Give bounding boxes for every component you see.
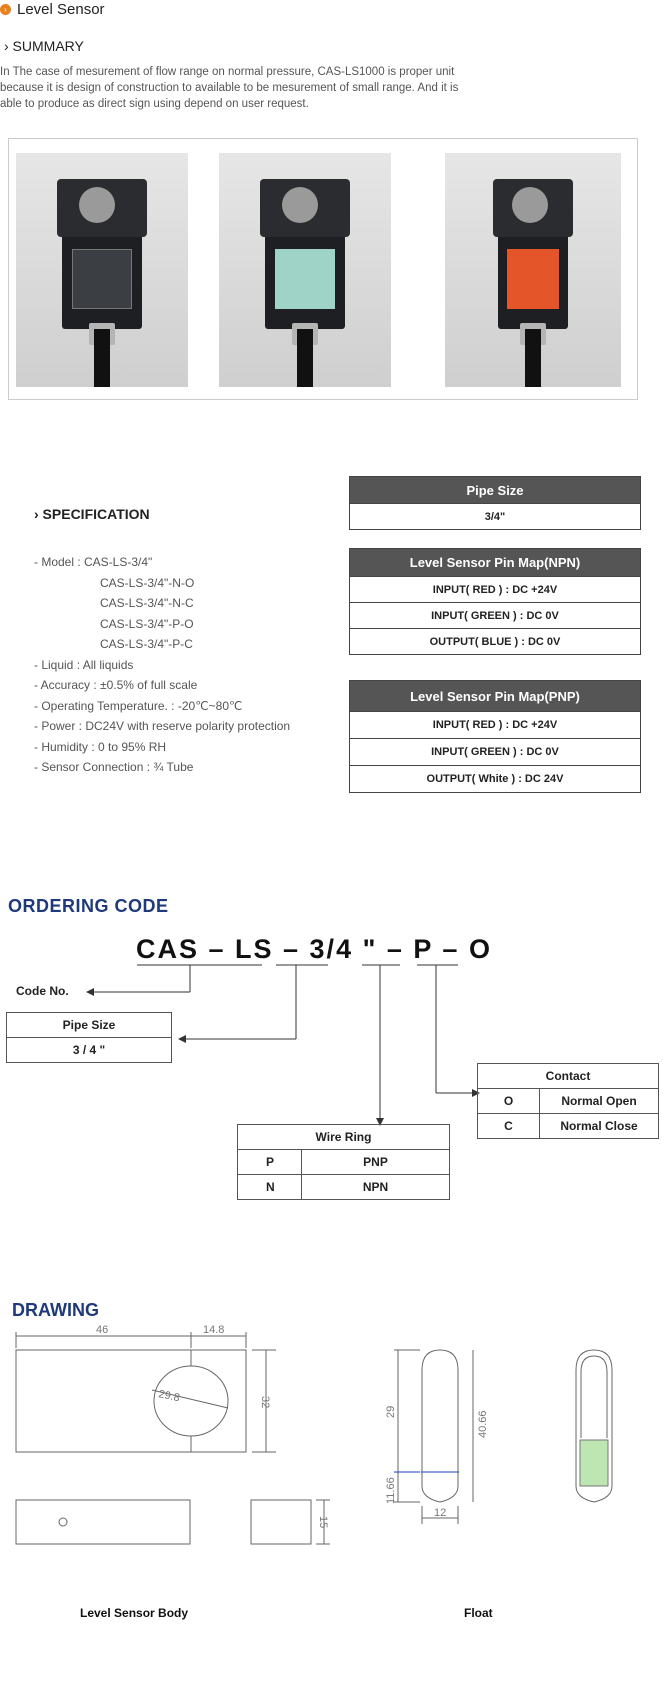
spec-item: - Liquid : All liquids <box>34 657 134 672</box>
table-cell: OUTPUT( White ) : DC 24V <box>350 766 641 793</box>
technical-drawing <box>0 1320 671 1620</box>
table-cell: PNP <box>302 1150 450 1175</box>
dim-height: 32 <box>259 1396 271 1409</box>
table-cell: O <box>478 1089 540 1114</box>
table-cell: NPN <box>302 1175 450 1200</box>
specification-list <box>34 552 290 778</box>
spec-model: - Model : CAS-LS-3/4" <box>34 555 153 569</box>
summary-heading: › SUMMARY <box>4 38 84 54</box>
ordering-code-heading: ORDERING CODE <box>8 896 169 916</box>
contact-table <box>477 1063 659 1139</box>
table-cell: INPUT( RED ) : DC +24V <box>350 577 641 603</box>
caption-float: Float <box>464 1606 493 1620</box>
spec-model-variant: CAS-LS-3/4"-P-C <box>100 637 193 651</box>
summary-line: able to produce as direct sign using depend on user request. <box>0 98 309 110</box>
table-cell: INPUT( RED ) : DC +24V <box>350 712 641 739</box>
spec-item: - Sensor Connection : ¾ Tube <box>34 760 194 774</box>
table-header: Pipe Size <box>350 477 641 504</box>
dim-float-1: 29 <box>385 1405 397 1418</box>
spec-model-variant: CAS-LS-3/4"-N-C <box>100 596 194 610</box>
table-header: Pipe Size <box>7 1013 172 1038</box>
table-cell: Normal Open <box>540 1089 659 1114</box>
summary-line: In The case of mesurement of flow range on normal pressure, CAS-LS1000 is proper unit <box>0 66 455 78</box>
dim-right: 14.8 <box>203 1324 225 1336</box>
pipe-size-table <box>349 476 641 530</box>
caption-level-sensor-body: Level Sensor Body <box>80 1606 189 1620</box>
dim-float-4: 12 <box>434 1507 447 1519</box>
dim-float-3: 40.66 <box>477 1410 489 1438</box>
table-header: Wire Ring <box>238 1125 450 1150</box>
table-cell: 3/4" <box>350 504 641 530</box>
table-header: Level Sensor Pin Map(PNP) <box>350 681 641 712</box>
product-photos <box>8 138 638 400</box>
table-cell: INPUT( GREEN ) : DC 0V <box>350 603 641 629</box>
table-header: Contact <box>478 1064 659 1089</box>
table-cell: P <box>238 1150 302 1175</box>
page-title: Level Sensor <box>17 0 105 18</box>
spec-item: - Operating Temperature. : -20℃~80℃ <box>34 698 243 713</box>
table-cell: INPUT( GREEN ) : DC 0V <box>350 739 641 766</box>
table-header: Level Sensor Pin Map(NPN) <box>350 549 641 577</box>
product-photo <box>219 153 391 387</box>
code-no-label: Code No. <box>16 984 69 998</box>
table-cell: N <box>238 1175 302 1200</box>
product-photo <box>445 153 621 387</box>
summary-line: because it is design of construction to available to be mesurement of small range. And it is <box>0 82 459 94</box>
wire-ring-table <box>237 1124 450 1200</box>
spec-item: - Power : DC24V with reserve polarity protection <box>34 719 291 733</box>
pipe-size-order-table <box>6 1012 172 1063</box>
bullet-icon: › <box>0 4 11 15</box>
drawing-heading: DRAWING <box>12 1300 99 1320</box>
table-cell: Normal Close <box>540 1114 659 1139</box>
spec-item: - Accuracy : ±0.5% of full scale <box>34 678 198 692</box>
npn-pin-map-table <box>349 548 641 655</box>
dim-diameter: 29.8 <box>157 1388 181 1405</box>
spec-item: - Humidity : 0 to 95% RH <box>34 739 167 754</box>
table-cell: C <box>478 1114 540 1139</box>
specification-heading: › SPECIFICATION <box>34 506 150 522</box>
spec-model-variant: CAS-LS-3/4"-P-O <box>100 616 194 631</box>
product-photo <box>16 153 188 387</box>
dim-width: 46 <box>96 1324 109 1336</box>
table-cell: 3 / 4 " <box>7 1038 172 1063</box>
table-cell: OUTPUT( BLUE ) : DC 0V <box>350 629 641 655</box>
dim-depth: 15 <box>317 1516 329 1529</box>
dim-float-2: 11.66 <box>385 1477 397 1504</box>
ordering-code: CAS – LS – 3/4 " – P – O <box>136 934 492 964</box>
pnp-pin-map-table <box>349 680 641 793</box>
summary-text <box>0 64 460 112</box>
spec-model-variant: CAS-LS-3/4"-N-O <box>100 575 195 590</box>
page-header <box>0 0 105 18</box>
